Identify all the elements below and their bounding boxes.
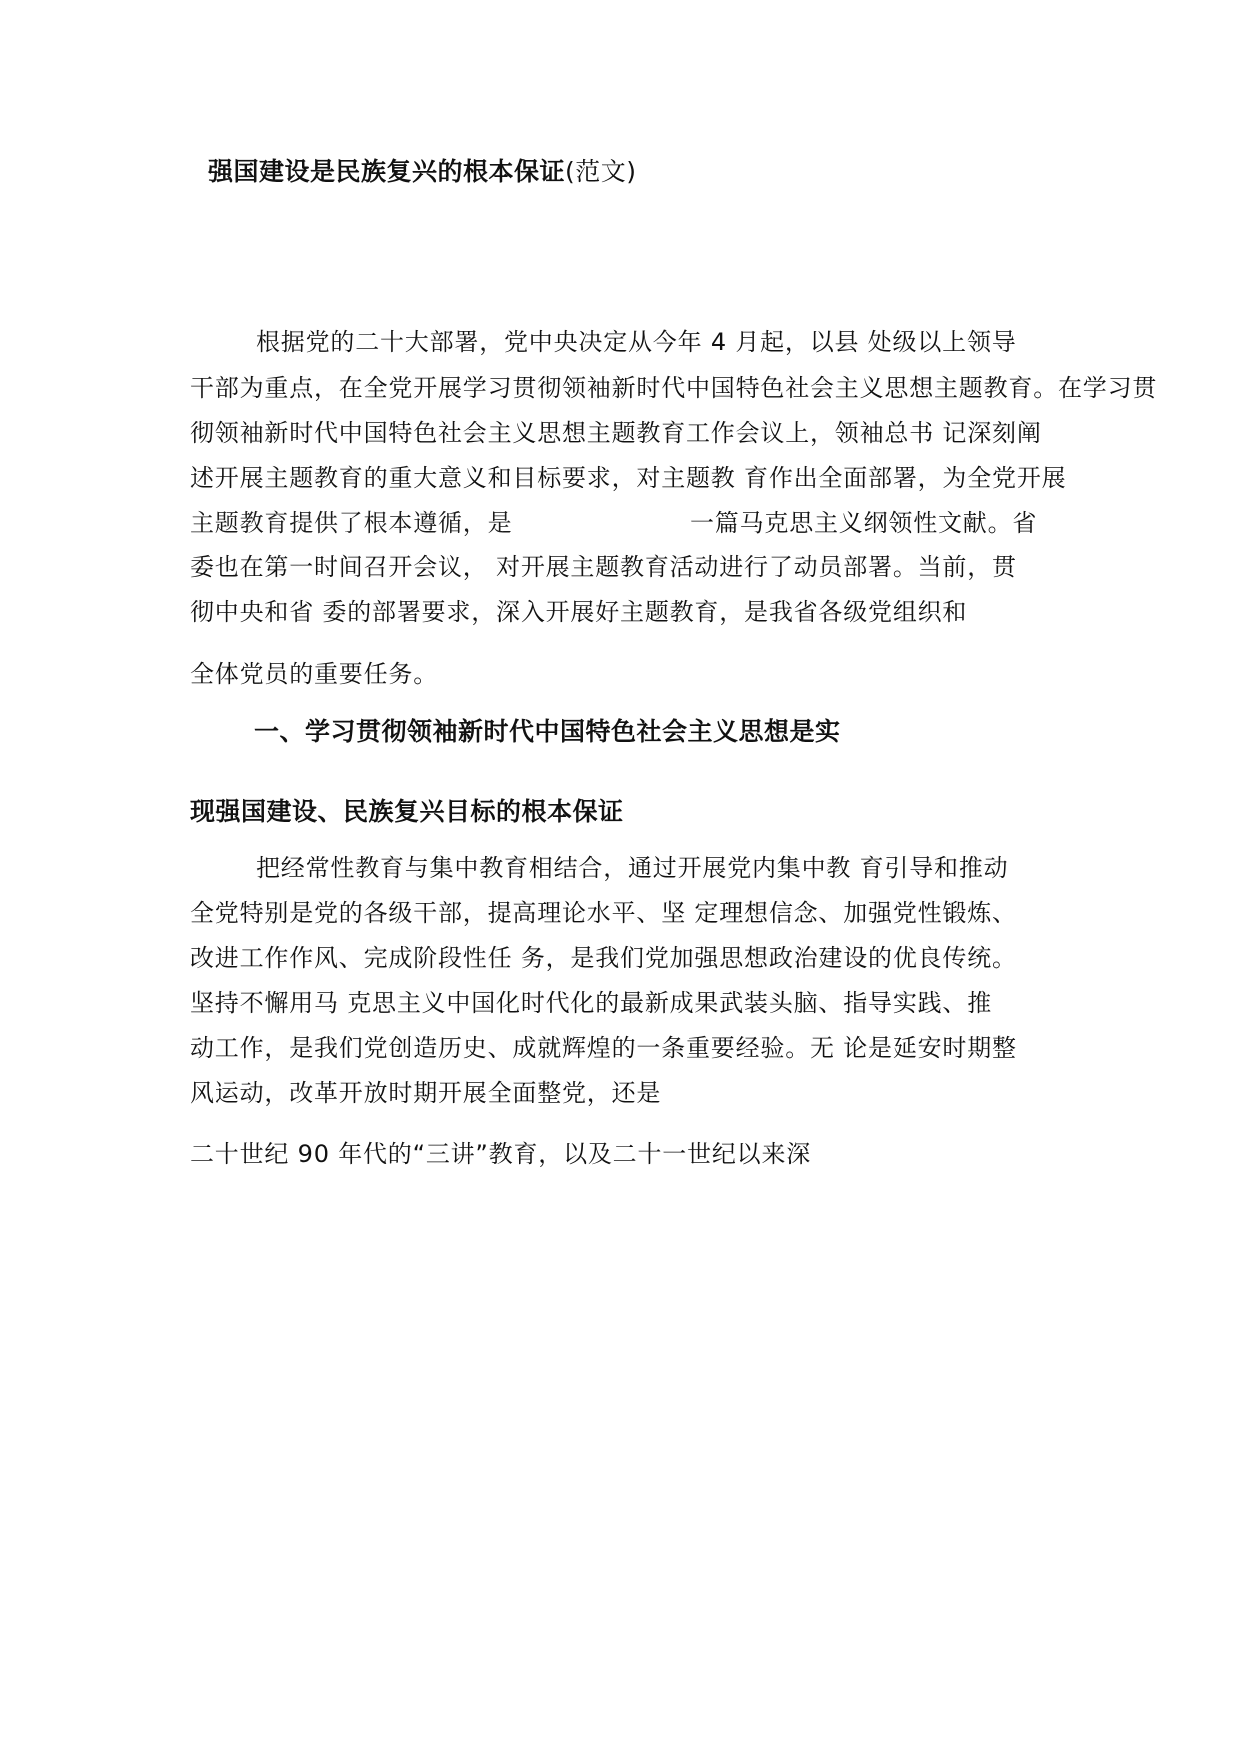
paragraph1-line-4: 述开展主题教育的重大意义和目标要求，对主题教 育作出全面部署，为全党开展 (190, 464, 1067, 492)
title-main: 强国建设是民族复兴的根本保证 (208, 157, 566, 186)
paragraph2-line-6: 风运动，改革开放时期开展全面整党，还是 (190, 1079, 662, 1107)
section-heading-line-1: 一、学习贯彻领袖新时代中国特色社会主义思想是实 (254, 717, 841, 746)
paragraph1-line-2: 干部为重点，在全党开展学习贯彻领袖新时代中国特色社会主义思想主题教育。在学习贯 (190, 374, 1158, 402)
paragraph1-line-6: 委也在第一时间召开会议， 对开展主题教育活动进行了动员部署。当前，贯 (190, 553, 1017, 581)
paragraph1-line-7: 彻中央和省 委的部署要求，深入开展好主题教育，是我省各级党组织和 (190, 598, 968, 626)
paragraph2-line-4: 坚持不懈用马 克思主义中国化时代化的最新成果武装头脑、指导实践、推 (190, 989, 993, 1017)
paragraph2-line-2: 全党特别是党的各级干部，提高理论水平、坚 定理想信念、加强党性锻炼、 (190, 899, 1017, 927)
paragraph2-line-3: 改进工作作风、完成阶段性任 务，是我们党加强思想政治建设的优良传统。 (190, 944, 1017, 972)
paragraph1-line-5-tail: 一篇马克思主义纲领性文献。省 (690, 509, 1038, 537)
paragraph1-line-8: 全体党员的重要任务。 (190, 660, 438, 688)
paragraph1-line-1: 根据党的二十大部署，党中央决定从今年 4 月起，以县 处级以上领导 (256, 328, 1017, 356)
paragraph2-line-7: 二十世纪 90 年代的“三讲”教育，以及二十一世纪以来深 (190, 1140, 812, 1168)
section-heading-line-2: 现强国建设、民族复兴目标的根本保证 (190, 797, 624, 826)
paragraph2-line-1: 把经常性教育与集中教育相结合，通过开展党内集中教 育引导和推动 (256, 854, 1009, 882)
paragraph1-line-5: 主题教育提供了根本遵循，是 (190, 509, 513, 537)
paragraph2-line-5: 动工作，是我们党创造历史、成就辉煌的一条重要经验。无 论是延安时期整 (190, 1034, 1017, 1062)
paragraph1-line-3: 彻领袖新时代中国特色社会主义思想主题教育工作会议上，领袖总书 记深刻阐 (190, 419, 1042, 447)
document-title (208, 152, 637, 188)
title-suffix: (范文) (565, 157, 637, 186)
